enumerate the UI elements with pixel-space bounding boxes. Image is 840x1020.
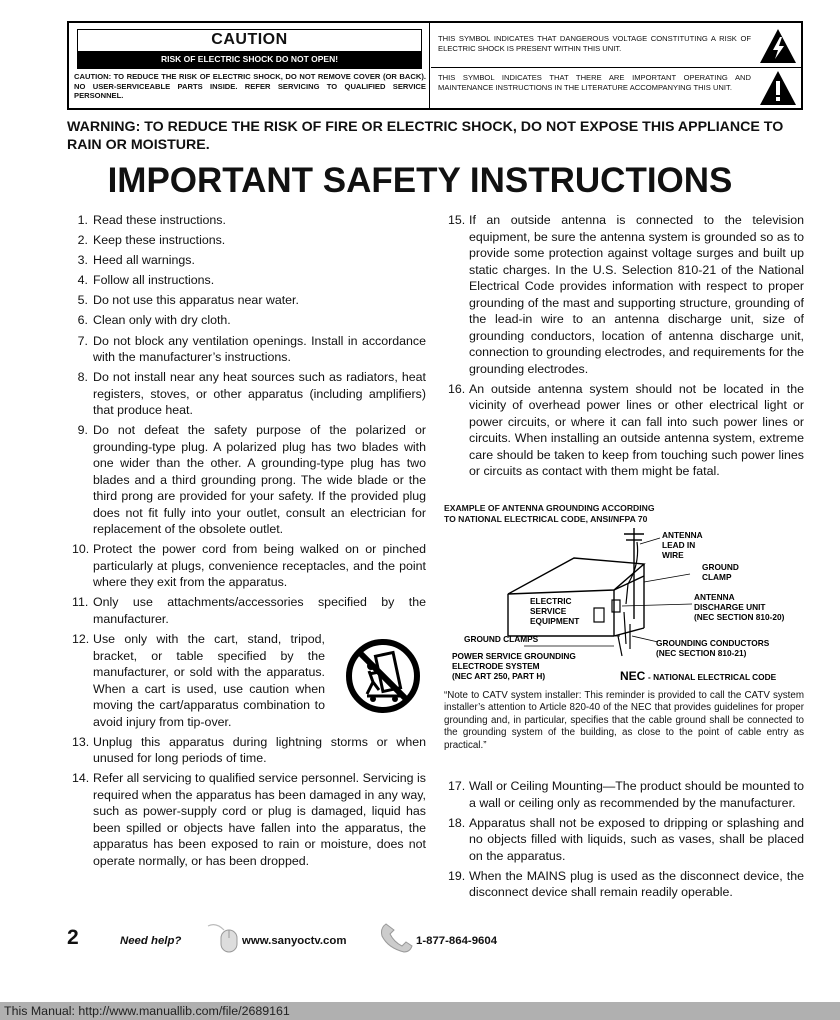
item-text: Use only with the cart, stand, tripod, bracket, or table specified by the manufacturer, or sold with the apparatus. When a cart is used, use caution when moving the cart/apparatus combination to avoid injury from tip-over. <box>93 632 325 729</box>
item-number: 19. <box>448 868 466 883</box>
list-item <box>72 770 426 869</box>
label-ground-clamps: GROUND CLAMPS <box>464 634 539 644</box>
item-text: When the MAINS plug is used as the disconnect device, the disconnect device shall remain readily operable. <box>469 868 804 900</box>
label-electric: ELECTRIC <box>530 596 572 606</box>
list-item <box>72 422 426 538</box>
item-number: 2. <box>77 233 88 248</box>
list-item <box>448 778 804 811</box>
item-text: An outside antenna system should not be located in the vicinity of overhead power lines or other electrical light or power circuits, or where it can fall into such power lines or circuits. When installing an outside antenna system, extreme care should be taken to keep from touching such power lines or circuits as contact with them might be fatal. <box>469 381 804 479</box>
caution-divider <box>431 67 803 68</box>
telephone-icon <box>378 920 414 954</box>
list-item <box>72 212 426 229</box>
item-text: Refer all servicing to qualified service personnel. Servicing is required when the apparatus has been damaged in any way, such as power-supply cord or plug is damaged, liquid has been spilled or objects have fallen into the apparatus, the apparatus has been exposed to rain or moisture, does not operate normally, or has been dropped. <box>93 771 426 868</box>
antenna-diagram-title <box>444 503 774 525</box>
item-text: Do not defeat the safety purpose of the polarized or grounding-type plug. A polarized plug has two blades with one wider than the other. A grounding-type plug has two blades and a third grounding prong. The wide blade or the third prong are provided for your safety. If the provided plug does not fit fully into your outlet, consult an electrician for replacement of the obsolete outlet. <box>93 423 426 537</box>
label-lead-in: LEAD IN <box>662 540 696 550</box>
item-text: Clean only with dry cloth. <box>93 313 231 328</box>
list-item <box>72 312 426 329</box>
item-number: 5. <box>77 293 88 308</box>
item-number: 18. <box>448 815 466 830</box>
item-number: 15. <box>448 213 466 227</box>
warning-text: WARNING: TO REDUCE THE RISK OF FIRE OR ELECTRIC SHOCK, DO NOT EXPOSE THIS APPLIANCE TO RAIN OR MOISTURE. <box>67 119 784 153</box>
item-number: 4. <box>77 273 88 288</box>
item-number: 9. <box>77 423 88 438</box>
caution-box <box>67 21 803 110</box>
item-number: 8. <box>77 370 88 385</box>
manual-source-bar[interactable]: This Manual: http://www.manuallib.com/file/2689161 <box>0 1002 840 1020</box>
instructions-right-column <box>448 212 804 483</box>
item-text: Only use attachments/accessories specified by the manufacturer. <box>93 595 426 626</box>
list-item <box>448 381 804 480</box>
label-ground: GROUND <box>702 562 739 572</box>
exclamation-warning-icon <box>759 70 797 106</box>
item-text: Apparatus shall not be exposed to dripping or splashing and no objects filled with liquids, such as vases, shall be placed on the apparatus. <box>469 815 804 863</box>
antenna-title-line1: EXAMPLE OF ANTENNA GROUNDING ACCORDING <box>444 503 655 513</box>
label-grounding-conductors: GROUNDING CONDUCTORS <box>656 638 770 648</box>
item-number: 11. <box>72 595 89 610</box>
symbol1-text: THIS SYMBOL INDICATES THAT DANGEROUS VOLTAGE CONSTITUTING A RISK OF ELECTRIC SHOCK IS PRESENT WITHIN THIS UNIT. <box>438 34 751 53</box>
label-clamp: CLAMP <box>702 572 732 582</box>
instructions-left-column <box>72 212 426 873</box>
list-item <box>72 333 426 366</box>
caution-heading: CAUTION <box>211 31 288 48</box>
caution-left-panel <box>69 23 430 108</box>
label-nec-810-20: (NEC SECTION 810-20) <box>694 612 785 622</box>
list-item <box>448 815 804 865</box>
mouse-icon <box>204 920 240 954</box>
caution-label-box <box>77 29 422 69</box>
list-item <box>72 292 426 309</box>
item-number: 16. <box>448 381 466 396</box>
page-number: 2 <box>67 926 79 949</box>
label-nec: NEC <box>620 669 646 683</box>
item-number: 17. <box>448 779 466 793</box>
label-antenna2: ANTENNA <box>694 592 735 602</box>
phone-number[interactable]: 1-877-864-9604 <box>416 935 498 947</box>
antenna-grounding-diagram <box>444 524 810 686</box>
label-nec-810-21: (NEC SECTION 810-21) <box>656 648 747 658</box>
instructions-right-column-2 <box>448 778 804 904</box>
item-text: Do not install near any heat sources such as radiators, heat registers, stoves, or other apparatus (including amplifiers) that produce heat. <box>93 370 426 418</box>
label-wire: WIRE <box>662 550 684 560</box>
label-equipment: EQUIPMENT <box>530 616 580 626</box>
item-number: 12. <box>72 632 90 647</box>
item-text: Wall or Ceiling Mounting—The product should be mounted to a wall or ceiling only as recommended by the manufacturer. <box>469 779 804 810</box>
item-number: 14. <box>72 771 90 786</box>
antenna-title-line2: TO NATIONAL ELECTRICAL CODE, ANSI/NFPA 70 <box>444 514 648 524</box>
item-text: Unplug this apparatus during lightning storms or when unused for long periods of time. <box>93 734 426 766</box>
item-number: 13. <box>72 734 90 749</box>
item-text: Heed all warnings. <box>93 253 195 268</box>
caution-bar: RISK OF ELECTRIC SHOCK DO NOT OPEN! <box>78 51 421 68</box>
item-number: 10. <box>72 542 90 557</box>
list-item <box>448 868 804 901</box>
label-power-service: POWER SERVICE GROUNDING <box>452 651 576 661</box>
label-discharge-unit: DISCHARGE UNIT <box>694 602 766 612</box>
item-number: 6. <box>77 313 88 328</box>
catv-note: “Note to CATV system installer: This reminder is provided to call the CATV system installer’s attention to Article 820-40 of the NEC that provides guidelines for proper grounding and, in particular, specifies that the cable ground shall be connected to the grounding system of the building, as close to the point of cable entry as practical.” <box>444 690 804 751</box>
symbol2-text: THIS SYMBOL INDICATES THAT THERE ARE IMPORTANT OPERATING AND MAINTENANCE INSTRUCTIONS IN THE LITERATURE ACCOMPANYING THIS UNIT. <box>438 73 751 92</box>
item-text: Protect the power cord from being walked on or pinched particularly at plugs, convenience receptacles, and the point where they exit from the apparatus. <box>93 542 426 590</box>
label-nec-full: - NATIONAL ELECTRICAL CODE <box>648 672 777 682</box>
item-text: Follow all instructions. <box>93 273 215 288</box>
item-text: Keep these instructions. <box>93 233 226 248</box>
list-item <box>72 734 426 767</box>
item-text: Do not use this apparatus near water. <box>93 293 299 308</box>
item-text: If an outside antenna is connected to the television equipment, be sure the antenna system is grounded so as to provide some protection against voltage surges and built up static charges. In the U.S. Selection 810-21 of the National Electrical Code provides information with respect to proper grounding of the mast and supporting structure, grounding of the lead-in wire to an antenna discharge unit, size of grounding conductors, location of antenna discharge unit, connection to grounding electrodes, and requirements for the grounding electrodes. <box>469 213 804 376</box>
website-link[interactable]: www.sanyoctv.com <box>242 935 347 947</box>
list-item <box>72 369 426 419</box>
list-item <box>72 232 426 249</box>
list-item <box>448 212 804 377</box>
page-title: IMPORTANT SAFETY INSTRUCTIONS <box>107 161 733 200</box>
item-number: 3. <box>77 253 88 268</box>
caution-text: CAUTION: TO REDUCE THE RISK OF ELECTRIC SHOCK, DO NOT REMOVE COVER (OR BACK). NO USER-SERVICEABLE PARTS INSIDE. REFER SERVICING TO QUALIFIED SERVICE PERSONNEL. <box>74 72 426 100</box>
list-item <box>72 252 426 269</box>
label-service: SERVICE <box>530 606 567 616</box>
label-electrode-system: ELECTRODE SYSTEM <box>452 661 540 671</box>
list-item <box>72 541 426 591</box>
item-number: 7. <box>77 333 88 348</box>
item-text: Do not block any ventilation openings. Install in accordance with the manufacturer’s instructions. <box>93 333 426 365</box>
need-help-text: Need help? <box>120 935 182 947</box>
lightning-warning-icon <box>759 28 797 64</box>
list-item <box>72 272 426 289</box>
list-item <box>72 594 426 627</box>
item-number: 1. <box>77 213 88 227</box>
label-nec-art-250: (NEC ART 250, PART H) <box>452 671 546 681</box>
label-antenna: ANTENNA <box>662 530 703 540</box>
cart-tip-over-warning-icon <box>345 638 421 714</box>
item-text: Read these instructions. <box>93 213 226 227</box>
